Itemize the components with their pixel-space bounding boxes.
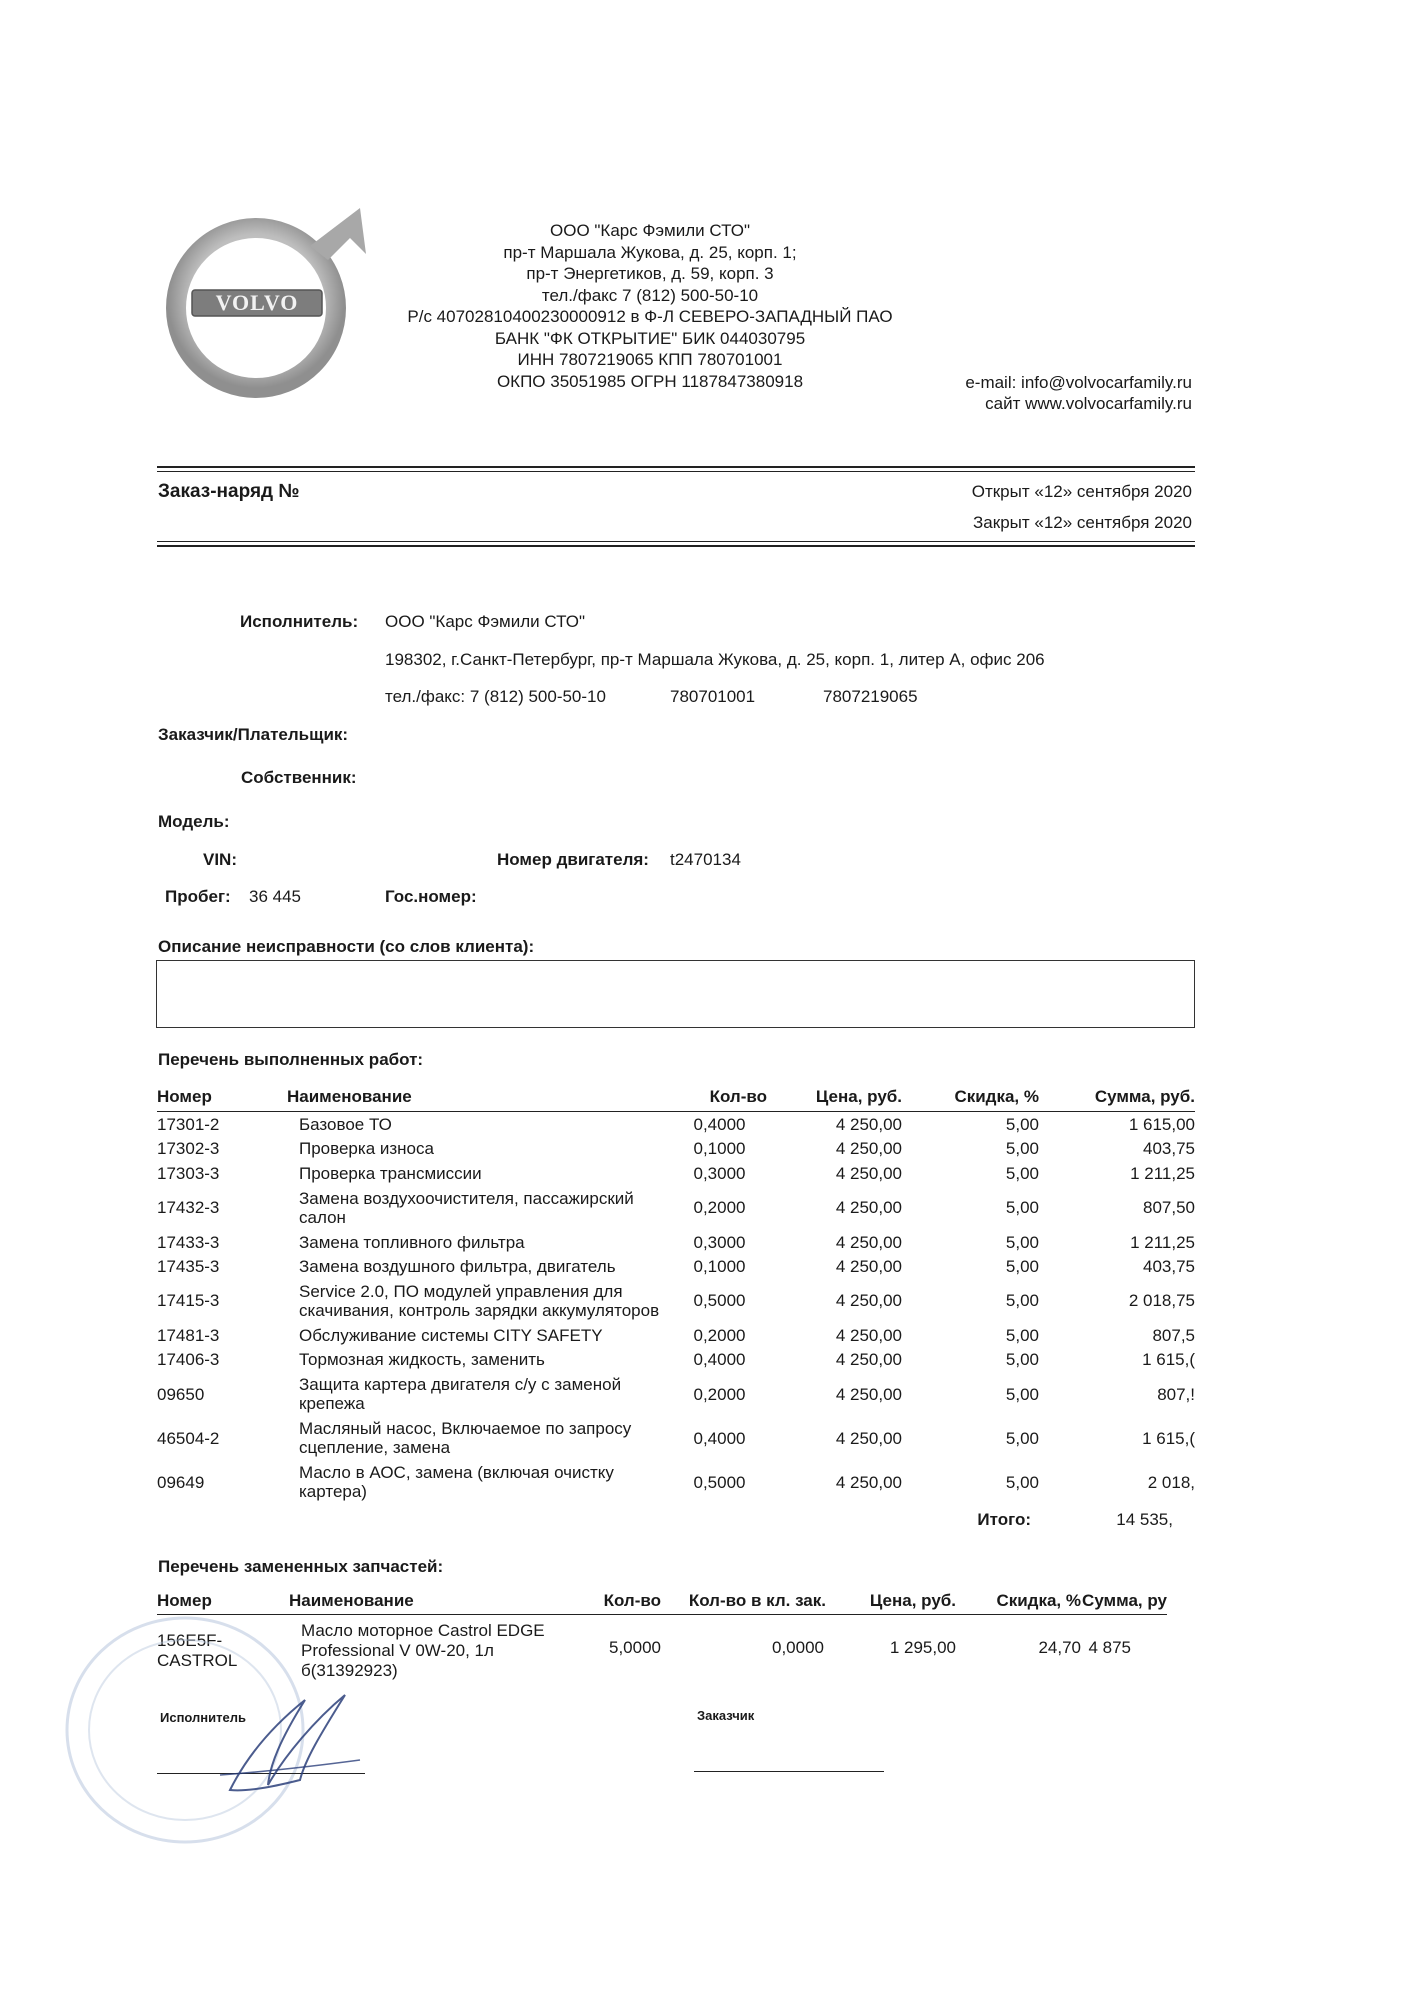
work-qty: 0,5000	[693, 1291, 746, 1311]
work-qty: 0,1000	[693, 1257, 746, 1277]
work-qty: 0,3000	[693, 1163, 746, 1183]
model-label: Модель:	[158, 812, 230, 831]
company-name: ООО "Карс Фэмили СТО"	[550, 221, 750, 240]
work-price: 4 250,00	[835, 1198, 902, 1218]
engine-number: t2470134	[670, 850, 741, 869]
work-price: 4 250,00	[835, 1472, 902, 1492]
table-row	[157, 1416, 1195, 1460]
table-row	[157, 1460, 1195, 1504]
customer-label: Заказчик/Плательщик:	[158, 725, 349, 744]
parts-col-code: Номер	[157, 1588, 289, 1615]
fault-label: Описание неисправности (со слов клиента):	[158, 937, 535, 956]
mileage-label: Пробег:	[165, 887, 231, 906]
part-discount: 24,70	[1038, 1638, 1081, 1657]
company-okpo: ОКПО 35051985 ОГРН 1187847380918	[496, 371, 804, 391]
work-price: 4 250,00	[835, 1257, 902, 1277]
table-row	[157, 1348, 1195, 1373]
plate-label: Гос.номер:	[385, 887, 477, 906]
order-closed-date: Закрыт «12» сентября 2020	[973, 513, 1192, 532]
work-sum: 1 211,25	[1130, 1232, 1195, 1252]
work-name: Замена топливного фильтра	[299, 1232, 525, 1252]
work-code: 17303-3	[157, 1163, 220, 1183]
work-discount: 5,00	[1005, 1198, 1039, 1218]
company-address-2: пр-т Энергетиков, д. 59, корп. 3	[526, 264, 774, 283]
work-discount: 5,00	[1005, 1114, 1039, 1134]
work-code: 17432-3	[157, 1198, 220, 1218]
work-sum: 1 211,25	[1130, 1163, 1195, 1183]
work-discount: 5,00	[1005, 1163, 1039, 1183]
work-qty: 0,4000	[693, 1350, 746, 1370]
mileage-value: 36 445	[249, 887, 301, 906]
work-discount: 5,00	[1005, 1384, 1039, 1404]
work-code: 09650	[157, 1384, 205, 1404]
table-row	[157, 1323, 1195, 1348]
work-qty: 0,4000	[693, 1114, 746, 1134]
work-sum: 1 615,(	[1142, 1428, 1195, 1448]
work-name: Service 2.0, ПО модулей управления для скачивания, контроль зарядки аккумуляторов	[299, 1281, 660, 1320]
works-col-code: Номер	[157, 1083, 287, 1112]
work-code: 17301-2	[157, 1114, 220, 1134]
header-rule-bottom-thin	[157, 541, 1195, 542]
work-discount: 5,00	[1005, 1472, 1039, 1492]
company-email: e-mail: info@volvocarfamily.ru	[965, 373, 1192, 392]
work-price: 4 250,00	[835, 1291, 902, 1311]
company-details	[380, 220, 920, 392]
works-col-discount: Скидка, %	[902, 1083, 1039, 1112]
parts-title: Перечень замененных запчастей:	[158, 1557, 444, 1576]
volvo-logo	[160, 198, 380, 418]
work-code: 46504-2	[157, 1428, 220, 1448]
work-sum: 807,!	[1157, 1384, 1195, 1404]
work-name: Масляный насос, Включаемое по запросу сцепление, замена	[299, 1419, 632, 1458]
work-name: Защита картера двигателя с/у с заменой крепежа	[299, 1375, 622, 1414]
table-row	[157, 1230, 1195, 1255]
works-total-row	[157, 1504, 1195, 1534]
work-price: 4 250,00	[835, 1163, 902, 1183]
work-sum: 2 018,	[1147, 1472, 1195, 1492]
works-col-price: Цена, руб.	[767, 1083, 902, 1112]
work-name: Замена воздухоочистителя, пассажирский салон	[299, 1188, 634, 1227]
parts-col-qty: Кол-во	[579, 1588, 661, 1615]
work-sum: 403,75	[1143, 1257, 1195, 1277]
executor-inn: 7807219065	[823, 687, 918, 706]
work-discount: 5,00	[1005, 1428, 1039, 1448]
part-sum: 4 875	[1088, 1638, 1131, 1657]
work-discount: 5,00	[1005, 1232, 1039, 1252]
parts-col-name: Наименование	[289, 1588, 579, 1615]
company-contacts	[965, 372, 1192, 414]
work-qty: 0,3000	[693, 1232, 746, 1252]
work-code: 17302-3	[157, 1139, 220, 1159]
order-opened-date: Открыт «12» сентября 2020	[971, 482, 1192, 501]
work-discount: 5,00	[1005, 1350, 1039, 1370]
works-col-qty: Кол-во	[672, 1083, 767, 1112]
work-price: 4 250,00	[835, 1350, 902, 1370]
table-row	[157, 1279, 1195, 1323]
executor-signature-label: Исполнитель	[160, 1710, 246, 1725]
header-rule-top-thin	[157, 471, 1195, 472]
work-price: 4 250,00	[835, 1232, 902, 1252]
part-qty: 5,0000	[609, 1638, 661, 1657]
work-code: 17415-3	[157, 1291, 220, 1311]
executor-address: 198302, г.Санкт-Петербург, пр-т Маршала Жукова, д. 25, корп. 1, литер А, офис 206	[385, 650, 1045, 669]
company-account: Р/с 40702810400230000912 в Ф-Л СЕВЕРО-ЗАПАДНЫЙ ПАО	[407, 307, 893, 326]
table-row	[157, 1137, 1195, 1162]
vin-label: VIN:	[203, 850, 237, 869]
order-title: Заказ-наряд №	[158, 481, 300, 502]
work-name: Базовое ТО	[299, 1114, 392, 1134]
parts-col-qty-client: Кол-во в кл. зак.	[661, 1588, 826, 1615]
table-row	[157, 1372, 1195, 1416]
company-site: сайт www.volvocarfamily.ru	[985, 394, 1192, 413]
work-sum: 2 018,75	[1128, 1291, 1195, 1311]
work-name: Масло в АОС, замена (включая очистку картера)	[299, 1463, 614, 1502]
work-sum: 403,75	[1143, 1139, 1195, 1159]
company-inn: ИНН 7807219065 КПП 780701001	[517, 350, 783, 369]
work-qty: 0,2000	[693, 1325, 746, 1345]
work-price: 4 250,00	[835, 1325, 902, 1345]
parts-col-sum: Сумма, ру	[1081, 1588, 1167, 1615]
work-sum: 1 615,(	[1142, 1350, 1195, 1370]
work-name: Тормозная жидкость, заменить	[299, 1350, 545, 1370]
company-address-1: пр-т Маршала Жукова, д. 25, корп. 1;	[503, 242, 797, 262]
executor-kpp: 780701001	[670, 687, 756, 706]
work-code: 09649	[157, 1472, 205, 1492]
work-code: 17435-3	[157, 1257, 220, 1277]
work-price: 4 250,00	[835, 1114, 902, 1134]
engine-label: Номер двигателя:	[497, 850, 649, 869]
company-bank: БАНК "ФК ОТКРЫТИЕ" БИК 044030795	[494, 328, 806, 348]
works-header-row	[157, 1083, 1195, 1112]
works-col-name: Наименование	[287, 1083, 672, 1112]
works-table	[157, 1083, 1195, 1534]
work-qty: 0,4000	[693, 1428, 746, 1448]
executor-label: Исполнитель:	[240, 612, 359, 631]
work-discount: 5,00	[1005, 1325, 1039, 1345]
work-code: 17433-3	[157, 1232, 220, 1252]
parts-col-price: Цена, руб.	[826, 1588, 956, 1615]
executor-phone: тел./факс: 7 (812) 500-50-10	[385, 687, 606, 706]
header-rule-top	[157, 466, 1195, 468]
owner-label: Собственник:	[241, 768, 357, 787]
table-row	[157, 1186, 1195, 1230]
table-row	[157, 1161, 1195, 1186]
work-discount: 5,00	[1005, 1257, 1039, 1277]
works-col-sum: Сумма, руб.	[1039, 1083, 1195, 1112]
logo-wordmark: VOLVO	[215, 290, 299, 315]
work-price: 4 250,00	[835, 1384, 902, 1404]
work-name: Обслуживание системы CITY SAFETY	[299, 1325, 603, 1345]
part-price: 1 295,00	[889, 1638, 956, 1657]
work-name: Проверка трансмиссии	[299, 1163, 482, 1183]
work-qty: 0,2000	[693, 1384, 746, 1404]
works-total-label: Итого:	[977, 1509, 1031, 1529]
works-title: Перечень выполненных работ:	[158, 1050, 424, 1069]
works-total-value: 14 535,	[1116, 1509, 1173, 1529]
parts-col-discount: Скидка, %	[956, 1588, 1081, 1615]
work-sum: 807,5	[1152, 1325, 1195, 1345]
work-discount: 5,00	[1005, 1291, 1039, 1311]
part-qty-client: 0,0000	[772, 1638, 824, 1657]
header-rule-bottom	[157, 545, 1195, 547]
customer-signature-line	[694, 1771, 884, 1772]
work-qty: 0,1000	[693, 1139, 746, 1159]
work-discount: 5,00	[1005, 1139, 1039, 1159]
work-code: 17481-3	[157, 1325, 220, 1345]
work-code: 17406-3	[157, 1350, 220, 1370]
executor-name: ООО "Карс Фэмили СТО"	[385, 612, 585, 631]
customer-signature-label: Заказчик	[697, 1708, 755, 1723]
part-code: 156E5F-CASTROL	[157, 1631, 238, 1670]
work-price: 4 250,00	[835, 1139, 902, 1159]
work-qty: 0,5000	[693, 1472, 746, 1492]
work-sum: 807,50	[1143, 1198, 1195, 1218]
work-sum: 1 615,00	[1128, 1114, 1195, 1134]
work-qty: 0,2000	[693, 1198, 746, 1218]
handwritten-signature	[210, 1680, 370, 1810]
table-row	[157, 1112, 1195, 1137]
part-name: Масло моторное Castrol EDGE Professional V 0W-20, 1л б(31392923)	[301, 1621, 545, 1680]
table-row	[157, 1254, 1195, 1279]
work-name: Проверка износа	[299, 1139, 434, 1159]
work-name: Замена воздушного фильтра, двигатель	[299, 1257, 616, 1277]
fault-description-box	[156, 960, 1195, 1028]
company-phone: тел./факс 7 (812) 500-50-10	[541, 285, 759, 305]
work-price: 4 250,00	[835, 1428, 902, 1448]
